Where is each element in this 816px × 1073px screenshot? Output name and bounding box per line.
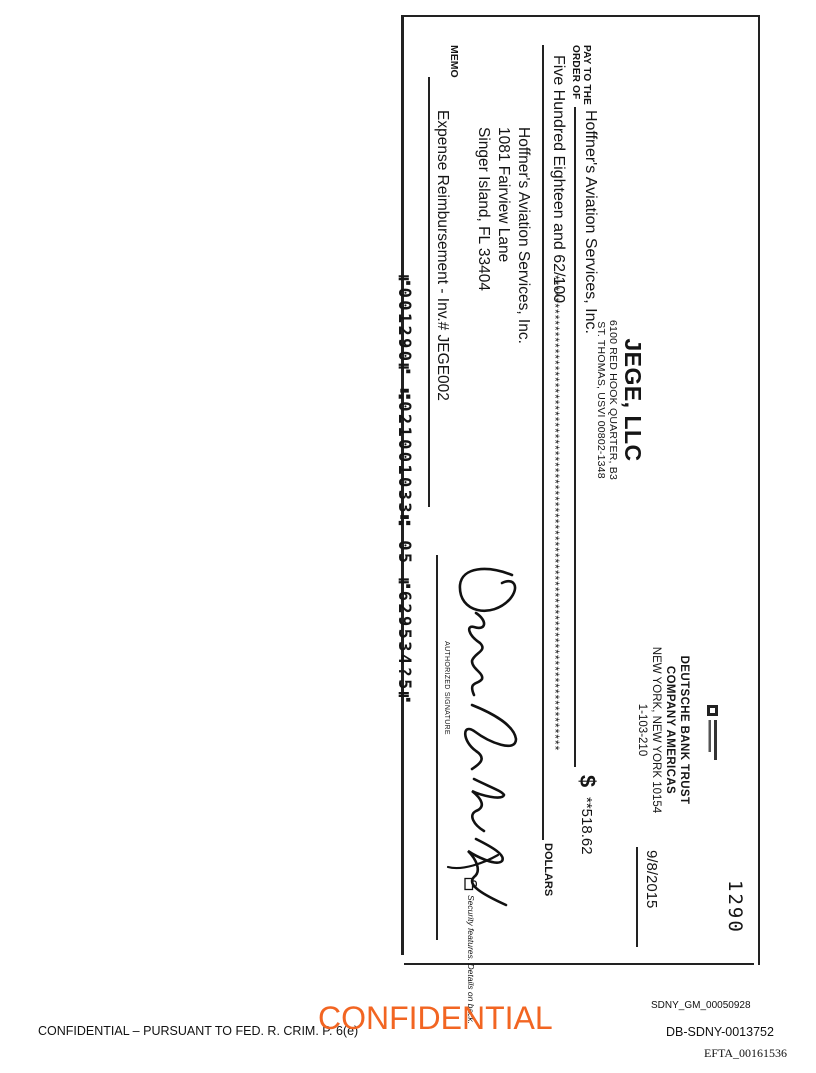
payer-address-line-2: ST. THOMAS, USVI 00802-1348: [595, 321, 607, 479]
memo-line: [429, 77, 431, 507]
bank-name-line-1: DEUTSCHE BANK TRUST: [678, 655, 690, 805]
memo-text: Expense Reimbursement - Inv.# JEGE002: [434, 110, 451, 401]
payer-address-line-1: 6100 RED HOOK QUARTER, B3: [607, 319, 619, 481]
pay-to-label-line-2: ORDER OF: [570, 45, 581, 100]
signature-graphic: [442, 555, 532, 925]
confidential-stamp: CONFIDENTIAL: [318, 1000, 553, 1036]
bates-number-3: EFTA_00161536: [704, 1046, 788, 1060]
check-number: 1290: [724, 880, 746, 934]
payee-line: [575, 107, 577, 767]
memo-label: MEMO: [448, 45, 460, 78]
bates-number-2: DB-SDNY-0013752: [666, 1025, 774, 1039]
signature-line: [437, 555, 439, 940]
amount-in-words: Five Hundred Eighteen and 62/100: [550, 55, 567, 304]
payer-name: JEGE, LLC: [620, 338, 646, 462]
dollars-label: DOLLARS: [542, 843, 554, 897]
payee-address-line-3: Singer Island, FL 33404: [475, 127, 492, 292]
security-padlock-icon: [464, 877, 478, 891]
bank-name-line-2: COMPANY AMERICAS: [664, 665, 676, 795]
dollar-sign: $: [575, 775, 600, 788]
amount-fill-asterisks: ************************************************************************************: [548, 275, 562, 752]
bates-number-1: SDNY_GM_00050928: [651, 1000, 751, 1011]
authorized-signature-label: AUTHORIZED SIGNATURE: [443, 641, 450, 735]
check-date: 9/8/2015: [643, 850, 660, 909]
bank-logo-icon: [704, 705, 720, 765]
check-top-edge: [758, 15, 760, 965]
bank-address: NEW YORK, NEW YORK 10154: [650, 646, 662, 814]
pay-to-label-line-1: PAY TO THE: [581, 45, 592, 105]
check-right-edge: [404, 963, 754, 965]
security-features-note: Security features. Details on back.: [466, 895, 476, 1024]
check-left-edge: [402, 15, 760, 17]
payee-address-line-1: Hoffner's Aviation Services, Inc.: [515, 127, 532, 344]
payee-address-line-2: 1081 Fairview Lane: [495, 127, 512, 263]
confidentiality-legend: CONFIDENTIAL – PURSUANT TO FED. R. CRIM. P. 6(e): [38, 1024, 359, 1038]
date-line: [637, 847, 639, 947]
micr-line: ⑈001290⑈ ⑆021001033⑆ 05 ⑈629534?5⑈: [394, 275, 414, 705]
amount-words-line: [543, 45, 545, 840]
bank-routing-fraction: 1-103-210: [636, 703, 648, 757]
amount-numeric: **518.62: [578, 797, 595, 855]
payee-name: Hoffner's Aviation Services, Inc.: [582, 110, 599, 334]
